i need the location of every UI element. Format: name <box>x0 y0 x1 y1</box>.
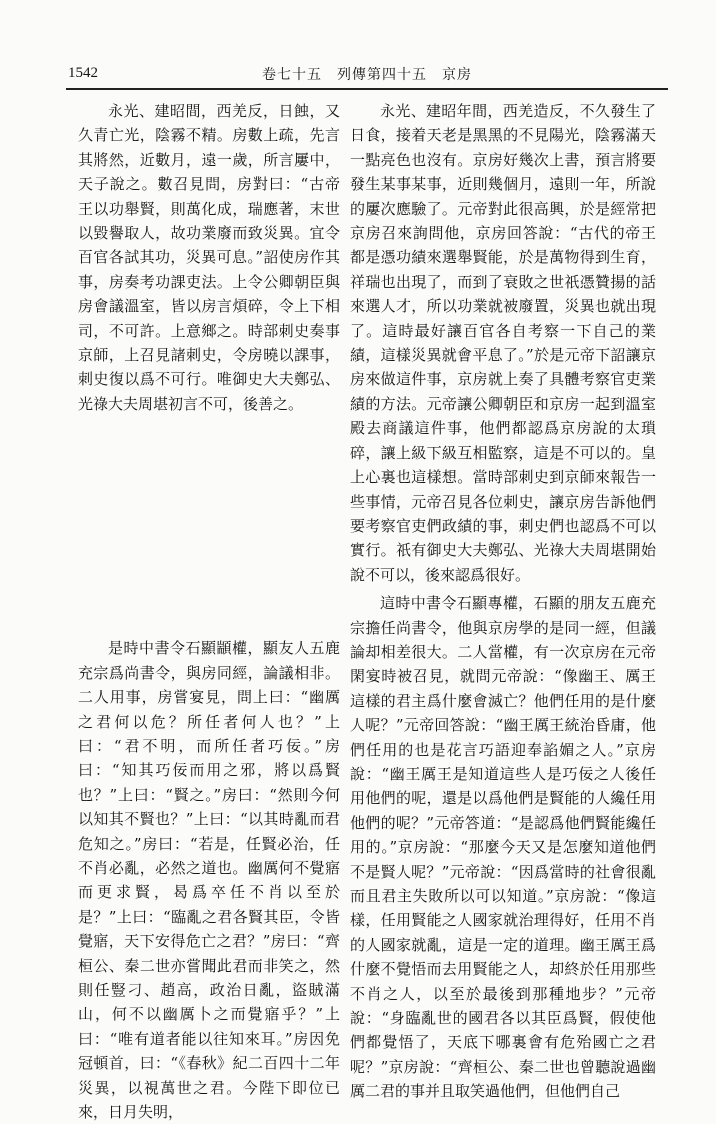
classical-text-column <box>78 99 340 1124</box>
classical-paragraph-2: 是時中書令石顯顓權，顯友人五鹿充宗爲尚書令，與房同經，論議相非。二人用事，房嘗宴見，問上曰：“幽厲之君何以危？所任者何人也？”上曰：“君不明，而所任者巧佞。”房曰：“知其巧佞而用之邪，將以爲賢也？”上曰：“賢之。”房曰：“然則今何以知其不賢也？”上曰：“以其時亂而君危知之。”房曰：“若是，任賢必治，任不肖必亂，必然之道也。幽厲何不覺寤而更求賢，曷爲卒任不肖以至於是？”上曰：“臨亂之君各賢其臣，令皆覺寤，天下安得危亡之君？”房曰：“齊桓公、秦二世亦嘗聞此君而非笑之，然則任豎刁、趙高，政治日亂，盜賊滿山，何不以幽厲卜之而覺寤乎？”上曰：“唯有道者能以往知來耳。”房因免冠頓首，曰：“《春秋》紀二百四十二年災異，以視萬世之君。今陛下即位已來，日月失明， <box>78 639 340 1121</box>
translation-paragraph-1: 永光、建昭年間，西羌造反，不久發生了日食，接着天老是黑黑的不見陽光，陰霧滿天一點亮色也沒有。京房好幾次上書，預言將要發生某事某事，近則幾個月，遠則一年，所說的屢次應驗了。元帝對此很高興，於是經常把京房召來詢問他，京房回答說：“古代的帝王都是憑功績來選舉賢能，於是萬物得到生育，祥瑞也出現了，而到了衰敗之世祇憑贊揚的話來選人才，所以功業就被廢置，災異也就出現了。這時最好讓百官各自考察一下自己的業績，這樣災異就會平息了。”於是元帝下詔讓京房來做這件事，京房就上奏了具體考察官吏業績的方法。元帝讓公卿朝臣和京房一起到溫室殿去商議這件事，他們都認爲京房說的太瑣碎，讓上級下級互相監察，這是不可以的。皇上心裏也這樣想。當時部刺史到京師來報告一些事情，元帝召見各位刺史，讓京房告訴他們要考察官吏們政績的事，刺史們也認爲不可以實行。祇有御史大夫鄭弘、光祿大夫周堪開始說不可以，後來認爲很好。 <box>350 102 656 584</box>
translation-paragraph-2: 這時中書令石顯專權，石顯的朋友五鹿充宗擔任尚書令，他與京房學的是同一經，但議論却相差很大。二人當權，有一次京房在元帝閑宴時被召見，就問元帝說：“像幽王、厲王這樣的君主爲什麼會滅亡？他們任用的是什麼人呢？”元帝回答說：“幽王厲王統治昏庸，他們任用的也是花言巧語迎奉諂媚之人。”京房說：“幽王厲王是知道這些人是巧佞之人後任用他們的呢，還是以爲他們是賢能的人纔任用他們的呢？”元帝答道：“是認爲他們賢能纔任用的。”京房說：“那麼今天又是怎麼知道他們不是賢人呢？”元帝說：“因爲當時的社會很亂而且君主失敗所以可以知道。”京房說：“像這樣，任用賢能之人國家就治理得好，任用不肖的人國家就亂，這是一定的道理。幽王厲王爲什麼不覺悟而去用賢能之人，却終於任用那些不肖之人，以至於最後到那種地步？”元帝說：“身臨亂世的國君各以其臣爲賢，假使他們都覺悟了，天底下哪裏會有危殆國亡之君呢？”京房說：“齊桓公、秦二世也曾聽說過幽厲二君的事并且取笑過他們，但他們自己 <box>350 594 656 1101</box>
page-number: 1542 <box>68 65 98 81</box>
column-spacer <box>78 416 340 636</box>
running-head: 卷七十五 列傳第四十五 京房 <box>262 67 472 83</box>
header-rule <box>66 88 668 90</box>
classical-paragraph-1: 永光、建昭間，西羌反，日蝕，又久青亡光，陰霧不精。房數上疏，先言其將然，近數月，遠一歲，所言屢中，天子說之。數召見問，房對曰：“古帝王以功舉賢，則萬化成，瑞應著，末世以毀譽取人，故功業廢而致災異。宜令百官各試其功，災異可息。”詔使房作其事，房奏考功課吏法。上令公卿朝臣與房會議溫室，皆以房言煩碎，令上下相司，不可許。上意鄉之。時部刺史奏事京師，上召見諸刺史，令房曉以課事，刺史復以爲不可行。唯御史大夫鄭弘、光祿大夫周堪初言不可，後善之。 <box>78 102 340 413</box>
translation-text-column <box>350 99 656 1104</box>
